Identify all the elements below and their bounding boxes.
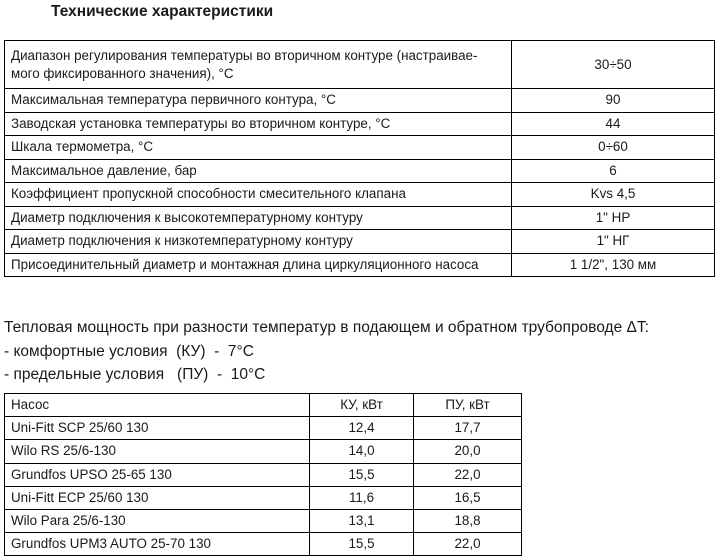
table-row [5, 136, 715, 160]
column-header-pump: Насос [5, 394, 310, 417]
table-row [5, 89, 715, 113]
pump-name: Uni-Fitt SCP 25/60 130 [5, 417, 310, 440]
spec-value: 1 1/2", 130 мм [512, 253, 715, 277]
table-row [5, 206, 715, 230]
table-row [5, 159, 715, 183]
table-row [5, 486, 522, 509]
table-row [5, 509, 522, 532]
spec-param: Диаметр подключения к низкотемпературному контуру [5, 230, 512, 254]
power-note [4, 316, 649, 387]
spec-value: 1" НГ [512, 230, 715, 254]
spec-value: 6 [512, 159, 715, 183]
table-row [5, 230, 715, 254]
spec-value: 44 [512, 112, 715, 136]
table-row [5, 417, 522, 440]
pump-ku: 12,4 [310, 417, 414, 440]
spec-param: Максимальное давление, бар [5, 159, 512, 183]
table-row [5, 440, 522, 463]
spec-value: 0÷60 [512, 136, 715, 160]
pump-pu: 16,5 [414, 486, 522, 509]
table-row [5, 253, 715, 277]
pump-pu: 22,0 [414, 533, 522, 556]
column-header-ku: КУ, кВт [310, 394, 414, 417]
pump-pu: 22,0 [414, 463, 522, 486]
pump-ku: 15,5 [310, 533, 414, 556]
pump-ku: 11,6 [310, 486, 414, 509]
spec-param-line: мого фиксированного значения), °С [11, 65, 234, 81]
pump-name: Wilo RS 25/6-130 [5, 440, 310, 463]
spec-param: Присоединительный диаметр и монтажная длина циркуляционного насоса [5, 253, 512, 277]
column-header-pu: ПУ, кВт [414, 394, 522, 417]
pump-pu: 18,8 [414, 509, 522, 532]
table-row [5, 463, 522, 486]
pump-name: Uni-Fitt ECP 25/60 130 [5, 486, 310, 509]
table-row [5, 41, 715, 89]
note-line: - предельные условия (ПУ) - 10°C [4, 366, 266, 383]
spec-param: Заводская установка температуры во вторичном контуре, °С [5, 112, 512, 136]
pump-name: Wilo Para 25/6-130 [5, 509, 310, 532]
spec-value: 90 [512, 89, 715, 113]
note-line: Тепловая мощность при разности температур в подающем и обратном трубопроводе ΔT: [4, 319, 649, 336]
pump-ku: 13,1 [310, 509, 414, 532]
section-title: Технические характеристики [51, 3, 274, 20]
pump-ku: 15,5 [310, 463, 414, 486]
note-line: - комфортные условия (КУ) - 7°C [4, 342, 254, 360]
spec-param: Максимальная температура первичного контура, °С [5, 89, 512, 113]
spec-param-line: Диапазон регулирования температуры во вторичном контуре (настраивае- [11, 47, 478, 63]
pump-pu: 17,7 [414, 417, 522, 440]
spec-param [5, 41, 512, 89]
pump-name: Grundfos UPM3 AUTO 25-70 130 [5, 533, 310, 556]
table-row [5, 533, 522, 556]
pump-ku: 14,0 [310, 440, 414, 463]
pumps-table [4, 393, 522, 556]
pump-name: Grundfos UPSO 25-65 130 [5, 463, 310, 486]
spec-value: 1" НР [512, 206, 715, 230]
table-row [5, 183, 715, 207]
spec-value: 30÷50 [512, 41, 715, 89]
table-header-row [5, 394, 522, 417]
pump-pu: 20,0 [414, 440, 522, 463]
table-row [5, 112, 715, 136]
spec-value: Kvs 4,5 [512, 183, 715, 207]
specs-table [4, 40, 715, 277]
spec-param: Коэффициент пропускной способности смесительного клапана [5, 183, 512, 207]
spec-param: Шкала термометра, °С [5, 136, 512, 160]
spec-param: Диаметр подключения к высокотемпературному контуру [5, 206, 512, 230]
